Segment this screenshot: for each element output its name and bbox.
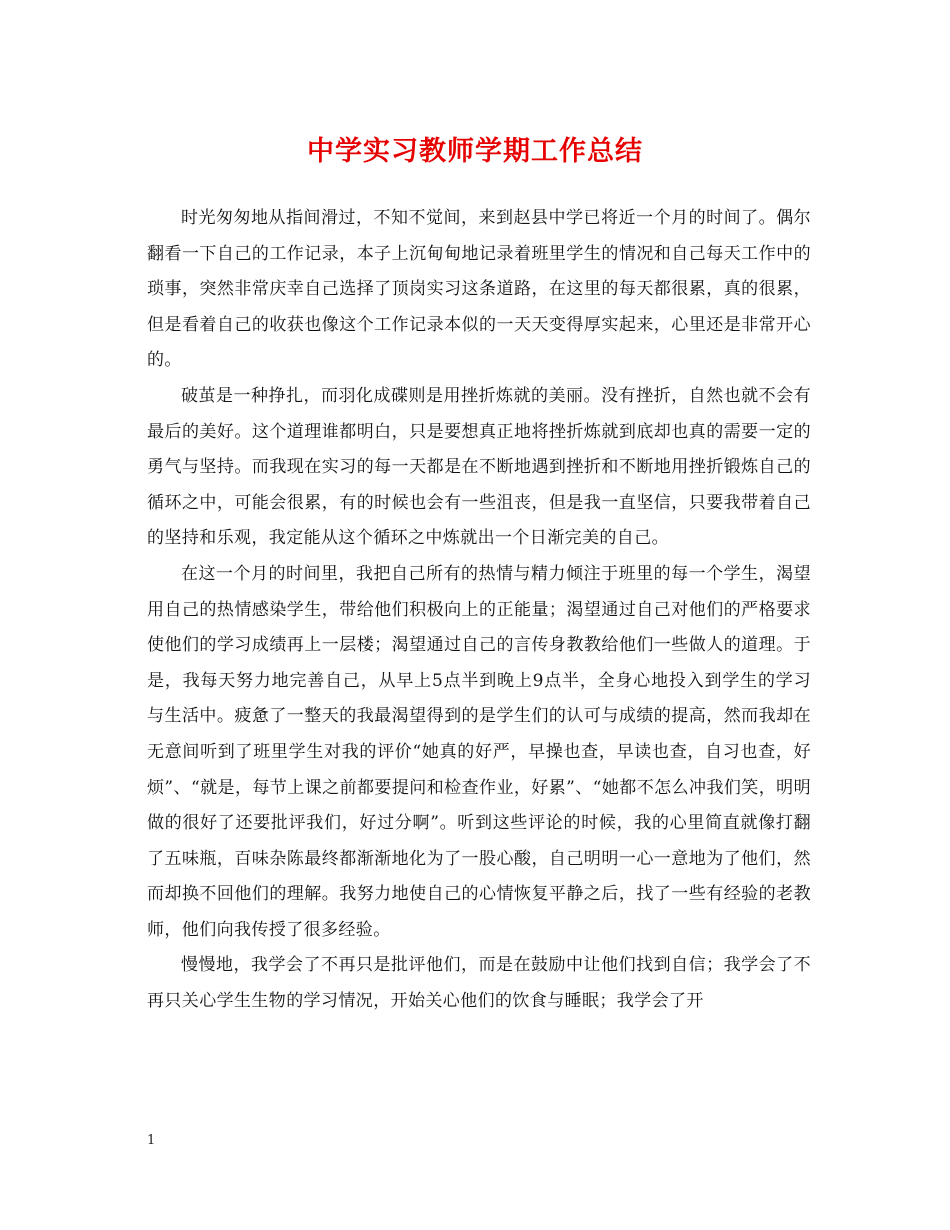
- body-text: [147, 201, 811, 1020]
- paragraph-3: 在这一个月的时间里，我把自己所有的热情与精力倾注于班里的每一个学生，渴望用自己的热情感染学生，带给他们积极向上的正能量；渴望通过自己对他们的严格要求使他们的学习成绩再上一层楼；渴望通过自己的言传身教教给他们一些做人的道理。于是，我每天努力地完善自己，从早上5点半到晚上9点半，全身心地投入到学生的学习与生活中。疲惫了一整天的我最渴望得到的是学生们的认可与成绩的提高，然而我却在无意间听到了班里学生对我的评价“她真的好严，早操也查，早读也查，自习也查，好烦”、“就是，每节上课之前都要提问和检查作业，好累”、“她都不怎么冲我们笑，明明做的很好了还要批评我们，好过分啊”。听到这些评论的时候，我的心里简直就像打翻了五味瓶，百味杂陈最终都渐渐地化为了一股心酸，自己明明一心一意地为了他们，然而却换不回他们的理解。我努力地使自己的心情恢复平静之后，找了一些有经验的老教师，他们向我传授了很多经验。: [147, 563, 811, 940]
- paragraph-1: 时光匆匆地从指间滑过，不知不觉间，来到赵县中学已将近一个月的时间了。偶尔翻看一下自己的工作记录，本子上沉甸甸地记录着班里学生的情况和自己每天工作中的琐事，突然非常庆幸自己选择了顶岗实习这条道路，在这里的每天都很累，真的很累，但是看着自己的收获也像这个工作记录本似的一天天变得厚实起来，心里还是非常开心的。: [147, 208, 811, 371]
- paragraph-4: 慢慢地，我学会了不再只是批评他们，而是在鼓励中让他们找到自信；我学会了不再只关心学生生物的学习情况，开始关心他们的饮食与睡眠；我学会了开: [147, 955, 811, 1012]
- page-number: 1: [147, 1133, 156, 1148]
- paragraph-2: 破茧是一种挣扎，而羽化成碟则是用挫折炼就的美丽。没有挫折，自然也就不会有最后的美好。这个道理谁都明白，只是要想真正地将挫折炼就到底却也真的需要一定的勇气与坚持。而我现在实习的每一天都是在不断地遇到挫折和不断地用挫折锻炼自己的循环之中，可能会很累，有的时候也会有一些沮丧，但是我一直坚信，只要我带着自己的坚持和乐观，我定能从这个循环之中炼就出一个日渐完美的自己。: [147, 385, 811, 549]
- page-title: 中学实习教师学期工作总结: [307, 136, 643, 167]
